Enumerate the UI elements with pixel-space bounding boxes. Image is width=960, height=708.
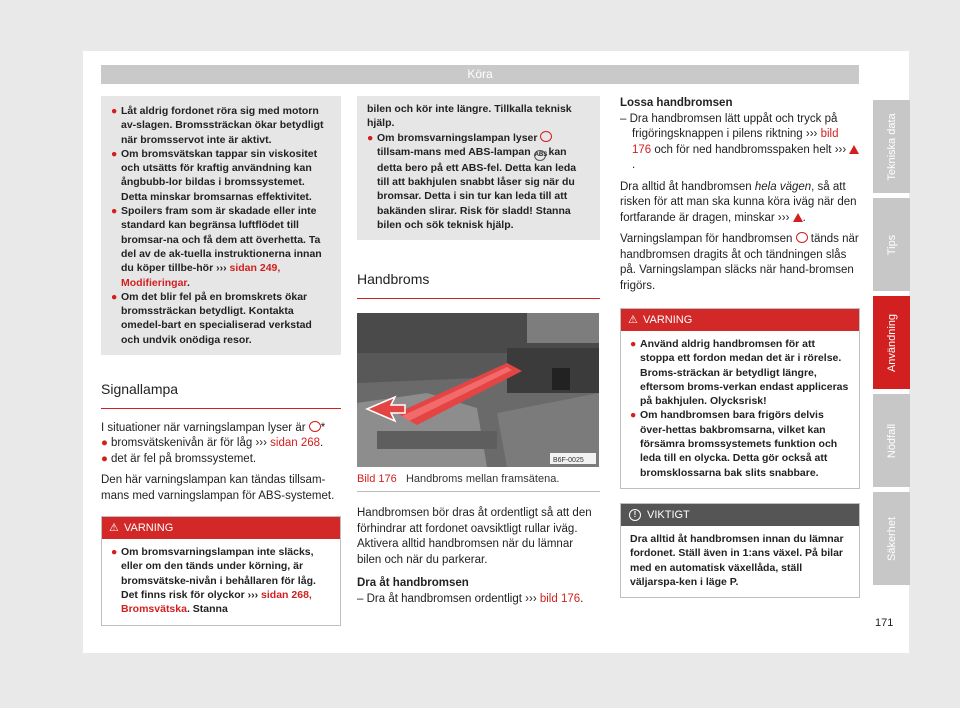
caution-box-continued: bilen och kör inte längre. Tillkalla teknisk hjälp. ● Om bromsvarningslampan lyser tillsam-mans med ABS-lampan ABS kan detta bero på ett ABS-fel. Detta kan leda till att bakhjulen snabbt låser sig när du bromsar. Detta i sin tur kan leda till att bakänden slirar. Risk för sladd! Stanna bilen och sök teknisk hjälp.	[357, 96, 600, 240]
warning-triangle-icon: ⚠	[628, 314, 638, 326]
warning-triangle-icon	[849, 145, 859, 154]
note-header: ! VIKTIGT	[621, 504, 859, 526]
column-1	[101, 96, 341, 626]
list-item: ● Om bromsvätskan tappar sin viskositet och utsätts för kraftig användning kan ångbubb-lor bildas i bromssystemet. Detta minskar bromsarnas effektivitet.	[111, 147, 318, 203]
heading-rule	[357, 298, 600, 299]
photo-code: B6F-0025	[553, 456, 584, 464]
tab-tips[interactable]: Tips	[873, 198, 910, 291]
handbrake-illustration	[357, 313, 599, 467]
warning-body	[621, 331, 859, 488]
list-item: ● Låt aldrig fordonet röra sig med motorn av-slagen. Bromssträckan ökar betydligt när bromsservot inte är aktivt.	[111, 105, 324, 146]
list-item: ● bromsvätskenivån är för låg ››› sidan 268.	[101, 437, 324, 450]
paragraph: Dra alltid åt handbromsen hela vägen, så att risken för att man ska kunna köra iväg när den fortfarande är dragen, minskar ››› .	[620, 180, 857, 224]
tab-tekniska-data[interactable]: Tekniska data	[873, 100, 910, 193]
column-2	[357, 96, 600, 607]
cross-reference-link[interactable]: ››› sidan 249, Modifieringar	[121, 262, 281, 289]
cross-reference-link[interactable]: ››› bild 176	[525, 592, 581, 605]
section-heading: Handbroms	[357, 271, 430, 288]
warning-header: ⚠ VARNING	[102, 517, 340, 539]
info-icon: !	[629, 509, 641, 521]
cross-reference-link[interactable]: ››› bild 176	[632, 128, 839, 156]
paragraph: Varningslampan för handbromsen tänds när handbromsen dragits åt och tändningen slås på. Varningslampan släcks när hand-bromsen frigörs.	[620, 233, 859, 292]
brake-warning-lamp-icon	[540, 131, 552, 142]
step: – Dra åt handbromsen ordentligt ››› bild 176.	[357, 592, 584, 605]
list-item: ● Använd aldrig handbromsen för att stoppa ett fordon medan det är i rörelse. Broms-sträckan är betydligt längre, eftersom broms-verkan endast appliceras på bakhjulen. Olycksrisk!	[630, 338, 849, 408]
column-3	[620, 96, 860, 598]
page-header: Köra	[101, 65, 859, 84]
heading-rule	[101, 408, 341, 409]
list-item: ● Om bromsvarningslampan lyser tillsam-mans med ABS-lampan ABS kan detta bero på ett ABS-fel. Detta kan leda till att bakhjulen snabbt låser sig när du bromsar. Detta i sin tur kan leda till att bakänden slirar. Risk för sladd! Stanna bilen och sök teknisk hjälp.	[367, 131, 577, 232]
figure-caption: Bild 176 Handbroms mellan framsätena.	[357, 472, 560, 485]
sub-heading: Dra åt handbromsen	[357, 577, 469, 590]
page-number: 171	[875, 617, 894, 629]
tab-nodfall[interactable]: Nödfall	[873, 394, 910, 487]
warning-triangle-icon: ⚠	[109, 522, 119, 535]
cross-reference-link[interactable]: ››› sidan 268, Bromsvätska	[121, 588, 312, 616]
brake-warning-lamp-icon	[309, 421, 321, 432]
list-item: ● Om bromsvarningslampan inte släcks, eller om den tänds under körning, är bromsvätske-nivån i behållaren för låg. Det finns risk för olyckor ››› sidan 268, Bromsvätska. Stanna	[111, 546, 316, 616]
list-item: ● Spoilers fram som är skadade eller inte standard kan begränsa luftflödet till bromsar-na och få dem att överhetta. Ta del av de ak-tuella instruktionerna innan du köper tillbe-hör ››› sidan 249, Modifieringar.	[111, 205, 322, 289]
intro-text: I situationer när varningslampan lyser är *	[101, 421, 326, 434]
list-item: ● det är fel på bromssystemet.	[101, 452, 257, 465]
handbrake-photo	[357, 313, 599, 467]
caption-rule	[357, 491, 600, 492]
paragraph: Den här varningslampan kan tändas tillsam-mans med varningslampan för ABS-systemet.	[101, 474, 335, 502]
handbrake-lamp-icon	[796, 232, 808, 243]
note-box	[620, 503, 860, 598]
abs-lamp-icon: ABS	[534, 150, 546, 161]
list-item: ● Om det blir fel på en bromskrets ökar bromssträckan betydligt. Kontakta omedel-bart en specialiserad verkstad och undvik onödiga resor.	[111, 290, 312, 346]
step: – Dra handbromsen lätt uppåt och tryck på frigöringsknappen i pilens riktning ››› bild 176 och för ned handbromsspaken helt ››› .	[620, 112, 860, 174]
tab-sakerhet[interactable]: Säkerhet	[873, 492, 910, 585]
list-item: ● Om handbromsen bara frigörs delvis över-hettas bakbromsarna, vilket kan försämra bromssystemets funktion och leda till en olycka. Detta gör också att bromsklossarna bak slits snabbare.	[630, 409, 838, 479]
paragraph: Handbromsen bör dras åt ordentligt så att den förhindrar att fordonet oavsiktligt rullar iväg. Aktivera alltid handbromsen när du lämnar bilen och när du parkerar.	[357, 507, 592, 566]
tab-anvandning[interactable]: Användning	[873, 296, 910, 389]
section-heading: Signallampa	[101, 381, 179, 398]
warning-body	[102, 539, 340, 624]
cross-reference-link[interactable]: ››› sidan 268	[255, 437, 321, 450]
warning-triangle-icon	[793, 213, 803, 222]
sub-heading: Lossa handbromsen	[620, 97, 733, 109]
warning-box	[620, 308, 860, 489]
warning-header: ⚠ VARNING	[621, 309, 859, 331]
warning-box	[101, 516, 341, 625]
caution-box-continued	[101, 96, 341, 355]
note-body: Dra alltid åt handbromsen innan du lämnar fordonet. Ställ även in 1:ans växel. På bilar med en automatisk växellåda, ställ väljarspa-ken i läge P.	[630, 532, 844, 588]
